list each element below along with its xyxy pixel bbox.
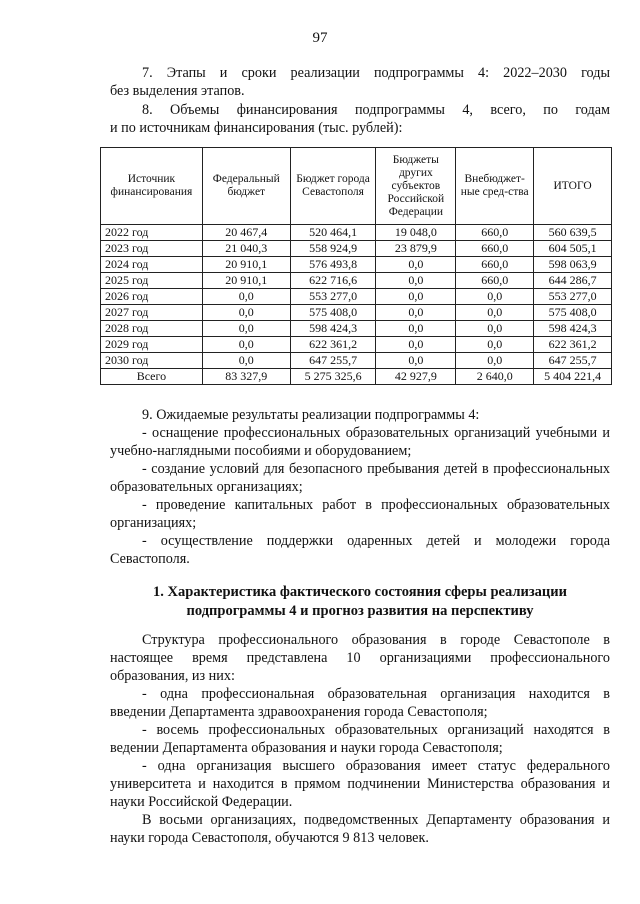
header-city-budget: Бюджет города Севастополя — [290, 148, 376, 225]
value-cell: 598 063,9 — [534, 257, 612, 273]
value-cell: 0,0 — [376, 273, 456, 289]
table-row — [101, 353, 612, 369]
header-federal-budget: Федеральный бюджет — [202, 148, 290, 225]
value-cell: 0,0 — [456, 337, 534, 353]
value-cell: 20 910,1 — [202, 273, 290, 289]
row-label-cell: 2027 год — [101, 305, 203, 321]
value-cell: 5 404 221,4 — [534, 369, 612, 385]
paragraph: - восемь профессиональных образовательных организаций находятся в ведении Департамента образования и науки города Севастополя; — [110, 722, 610, 756]
value-cell: 2 640,0 — [456, 369, 534, 385]
table-row — [101, 273, 612, 289]
table-row — [101, 305, 612, 321]
value-cell: 660,0 — [456, 225, 534, 241]
paragraph: - одна организация высшего образования имеет статус федерального университета и находится в прямом подчинении Министерства образования и науки Российской Федерации. — [110, 758, 610, 810]
value-cell: 660,0 — [456, 257, 534, 273]
value-cell: 622 361,2 — [534, 337, 612, 353]
section-8 — [110, 101, 610, 137]
table-row — [101, 225, 612, 241]
row-label-cell: 2029 год — [101, 337, 203, 353]
row-label-cell: 2028 год — [101, 321, 203, 337]
value-cell: 660,0 — [456, 273, 534, 289]
value-cell: 647 255,7 — [290, 353, 376, 369]
paragraph: - одна профессиональная образовательная организация находится в введении Департамента здравоохранения города Севастополя; — [110, 686, 610, 720]
value-cell: 0,0 — [202, 305, 290, 321]
value-cell: 0,0 — [376, 257, 456, 273]
result-item: - проведение капитальных работ в профессиональных образовательных организациях; — [110, 497, 610, 531]
value-cell: 0,0 — [202, 353, 290, 369]
table-row — [101, 289, 612, 305]
section-7 — [110, 64, 610, 100]
value-cell: 20 467,4 — [202, 225, 290, 241]
value-cell: 575 408,0 — [290, 305, 376, 321]
table-header-row — [101, 148, 612, 225]
section-7-line-1: 7. Этапы и сроки реализации подпрограммы 4: 2022–2030 годы — [142, 65, 610, 81]
value-cell: 598 424,3 — [290, 321, 376, 337]
chapter-1-heading-line-2: подпрограммы 4 и прогноз развития на перспективу — [186, 603, 534, 619]
value-cell: 20 910,1 — [202, 257, 290, 273]
value-cell: 598 424,3 — [534, 321, 612, 337]
value-cell: 0,0 — [202, 337, 290, 353]
value-cell: 553 277,0 — [534, 289, 612, 305]
value-cell: 520 464,1 — [290, 225, 376, 241]
paragraph: Структура профессионального образования в городе Севастополе в настоящее время представлена 10 организациями профессионального образования, из них: — [110, 632, 610, 684]
header-extrabudgetary: Внебюджет-ные сред-ства — [456, 148, 534, 225]
paragraph: В восьми организациях, подведомственных Департаменту образования и науки города Севастополя, обучаются 9 813 человек. — [110, 812, 610, 846]
header-source: Источник финансирования — [101, 148, 203, 225]
section-9 — [110, 406, 610, 568]
value-cell: 558 924,9 — [290, 241, 376, 257]
value-cell: 83 327,9 — [202, 369, 290, 385]
value-cell: 21 040,3 — [202, 241, 290, 257]
value-cell: 576 493,8 — [290, 257, 376, 273]
row-label-cell: 2026 год — [101, 289, 203, 305]
value-cell: 0,0 — [456, 321, 534, 337]
value-cell: 0,0 — [376, 289, 456, 305]
chapter-1-heading-line-1: 1. Характеристика фактического состояния сферы реализации — [153, 584, 567, 600]
chapter-1-heading — [110, 583, 610, 621]
page-number: 97 — [312, 30, 328, 46]
table-row — [101, 321, 612, 337]
value-cell: 19 048,0 — [376, 225, 456, 241]
value-cell: 0,0 — [456, 353, 534, 369]
value-cell: 553 277,0 — [290, 289, 376, 305]
financing-table — [100, 147, 612, 385]
header-other-regions-budget: Бюджеты других субъектов Российской Федерации — [376, 148, 456, 225]
value-cell: 560 639,5 — [534, 225, 612, 241]
value-cell: 644 286,7 — [534, 273, 612, 289]
value-cell: 0,0 — [202, 289, 290, 305]
value-cell: 0,0 — [376, 321, 456, 337]
value-cell: 42 927,9 — [376, 369, 456, 385]
row-label-cell: 2025 год — [101, 273, 203, 289]
value-cell: 0,0 — [456, 305, 534, 321]
table-row — [101, 337, 612, 353]
value-cell: 647 255,7 — [534, 353, 612, 369]
table-row — [101, 257, 612, 273]
row-label-cell: Всего — [101, 369, 203, 385]
header-total: ИТОГО — [534, 148, 612, 225]
section-9-title: 9. Ожидаемые результаты реализации подпрограммы 4: — [142, 407, 480, 423]
value-cell: 622 716,6 — [290, 273, 376, 289]
result-item: - осуществление поддержки одаренных детей и молодежи города Севастополя. — [110, 533, 610, 567]
row-label-cell: 2024 год — [101, 257, 203, 273]
value-cell: 0,0 — [376, 305, 456, 321]
section-8-line-1: 8. Объемы финансирования подпрограммы 4, всего, по годам — [142, 102, 610, 118]
value-cell: 604 505,1 — [534, 241, 612, 257]
section-8-line-2: и по источникам финансирования (тыс. рублей): — [110, 120, 403, 136]
result-item: - создание условий для безопасного пребывания детей в профессиональных образовательных организациях; — [110, 461, 610, 495]
row-label-cell: 2023 год — [101, 241, 203, 257]
value-cell: 5 275 325,6 — [290, 369, 376, 385]
value-cell: 622 361,2 — [290, 337, 376, 353]
table-row — [101, 241, 612, 257]
chapter-1-body — [110, 631, 610, 847]
value-cell: 575 408,0 — [534, 305, 612, 321]
table-row-total — [101, 369, 612, 385]
value-cell: 23 879,9 — [376, 241, 456, 257]
value-cell: 660,0 — [456, 241, 534, 257]
result-item: - оснащение профессиональных образовательных организаций учебными и учебно-наглядными пособиями и оборудованием; — [110, 425, 610, 459]
row-label-cell: 2030 год — [101, 353, 203, 369]
value-cell: 0,0 — [376, 353, 456, 369]
table-body — [101, 225, 612, 385]
value-cell: 0,0 — [376, 337, 456, 353]
value-cell: 0,0 — [456, 289, 534, 305]
row-label-cell: 2022 год — [101, 225, 203, 241]
section-7-line-2: без выделения этапов. — [110, 83, 245, 99]
value-cell: 0,0 — [202, 321, 290, 337]
